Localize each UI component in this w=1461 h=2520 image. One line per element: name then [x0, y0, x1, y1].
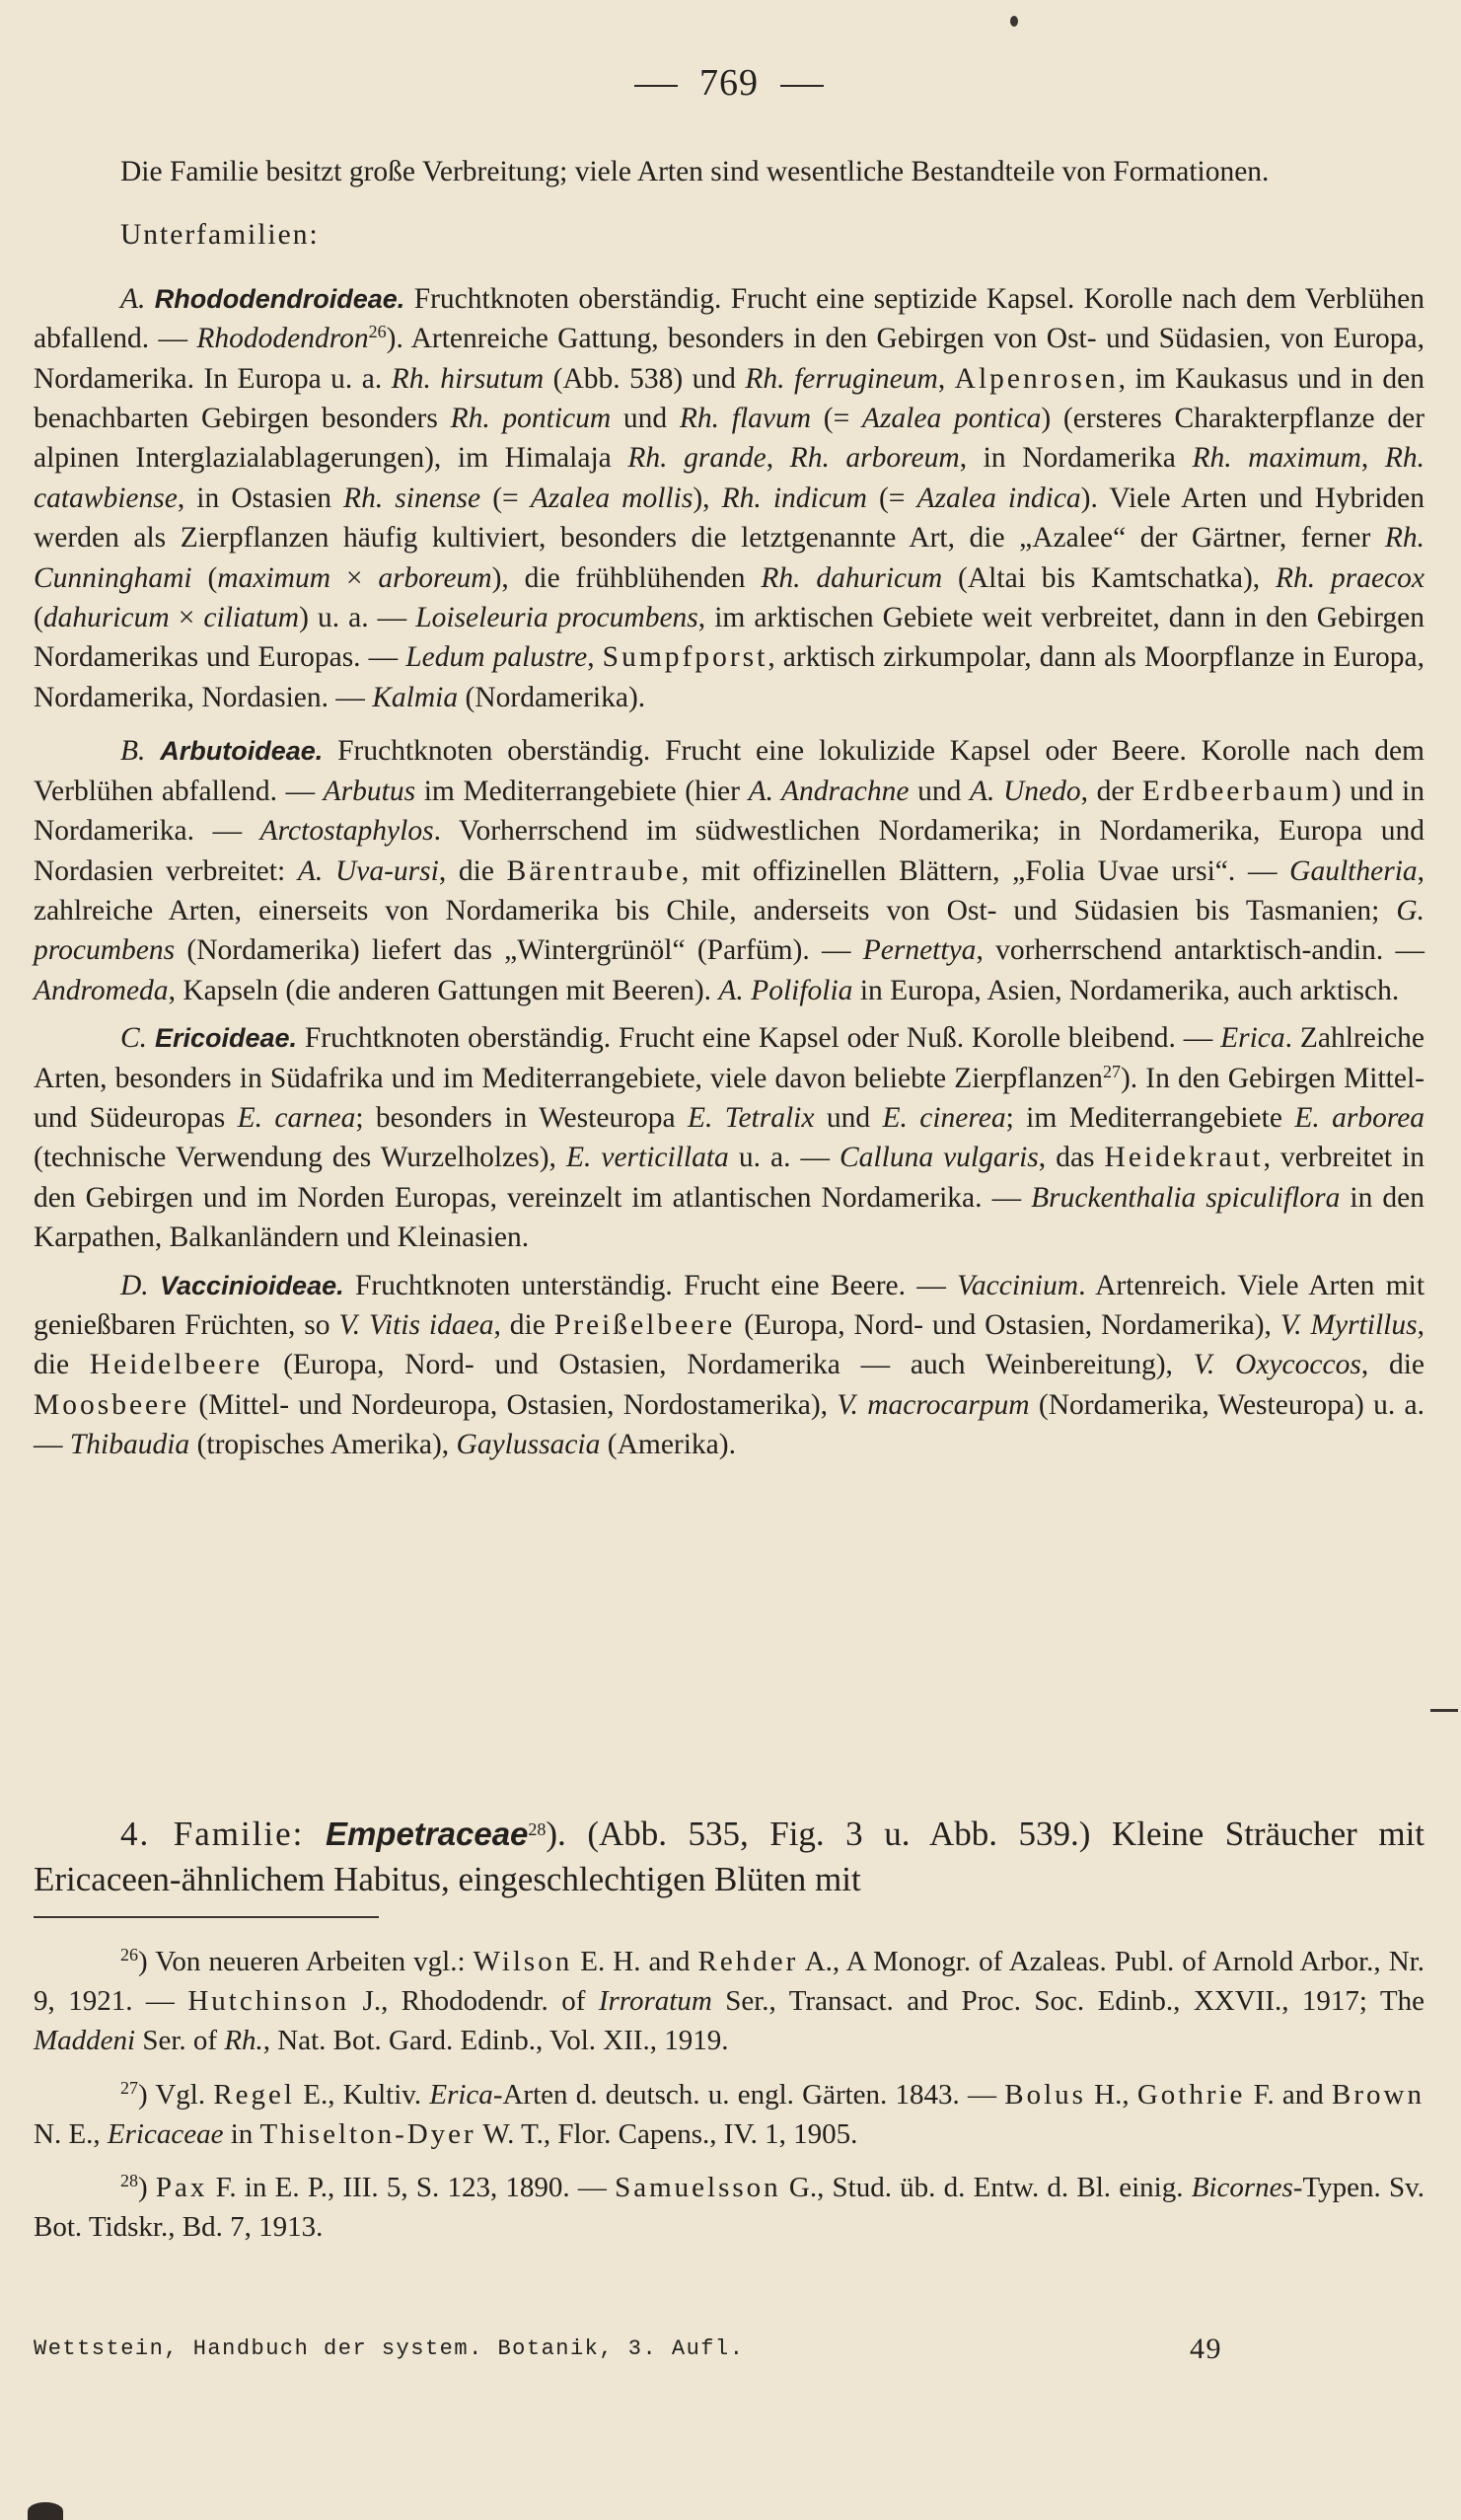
family-prefix: 4. Familie: — [120, 1815, 305, 1853]
subfamily-a-name: Rhododendroideae. — [154, 283, 405, 314]
subfamily-c-name: Ericoideae. — [154, 1023, 298, 1054]
footnote-28 — [34, 2168, 1424, 2247]
family-name: Empetraceae — [325, 1816, 529, 1852]
subfamily-c-text: Fruchtknoten oberständig. Frucht eine Kapsel oder Nuß. Korolle bleibend. — Erica. Zahlreiche Arten, besonders in Südafrika und im Mediterrangebiete, viele davon beliebte Zierpflanzen$^{27}$). In den Gebirgen Mittel- und Südeuropas E. carnea; besonders in Westeuropa E. Tetralix und E. cinerea; im Mediterrangebiete E. arborea (technische Verwendung des Wurzelholzes), E. verticillata u. a. — Calluna vulgaris, das Heidekraut, verbreitet in den Gebirgen und im Norden Europas, vereinzelt im atlantischen Nordamerika. — Bruckenthalia spiculiflora in den Karpathen, Balkanländern und Kleinasien. — [34, 1022, 1425, 1254]
footnote-27 — [34, 2075, 1424, 2154]
header-dash-right — [780, 85, 824, 87]
intro-paragraph: Die Familie besitzt große Verbreitung; viele Arten sind wesentliche Bestandteile von Formationen. — [120, 156, 1270, 187]
subfamilies-heading: Unterfamilien: — [120, 219, 320, 252]
subfamily-a-text: Fruchtknoten oberständig. Frucht eine septizide Kapsel. Korolle nach dem Verblühen abfallend. — Rhododendron$^{26}$). Artenreiche Gattung, besonders in den Gebirgen von Ost- und Südasien, von Europa, Nordamerika. In Europa u. a. Rh. hirsutum (Abb. 538) und Rh. ferrugineum, Alpenrosen, im Kaukasus und in den benachbarten Gebirgen besonders Rh. ponticum und Rh. flavum (= Azalea pontica) (ersteres Charakterpflanze der alpinen Interglazialablagerungen), im Himalaja Rh. grande, Rh. arboreum, in Nordamerika Rh. maximum, Rh. catawbiense, in Ostasien Rh. sinense (= Azalea mollis), Rh. indicum (= Azalea indica). Viele Arten und Hybriden werden als Zierpflanzen häufig kultiviert, besonders die letztgenannte Art, die „Azalee“ der Gärtner, ferner Rh. Cunninghami (maximum × arboreum), die frühblühenden Rh. dahuricum (Altai bis Kamtschatka), Rh. praecox (dahuricum × ciliatum) u. a. — Loiseleuria procumbens, im arktischen Gebiete weit verbreitet, dann in den Gebirgen Nordamerikas und Europas. — Ledum palustre, Sumpfporst, arktisch zirkumpolar, dann als Moorpflanze in Europa, Nordamerika, Nordasien. — Kalmia (Nordamerika). — [34, 282, 1425, 713]
footnote-26 — [34, 1942, 1424, 2061]
main-text — [34, 152, 1424, 1465]
family-text: ). (Abb. 535, Fig. 3 u. Abb. 539.) Kleine Sträucher mit Ericaceen-ähnlichem Habitus, eingeschlechtigen Blüten mit — [34, 1815, 1425, 1898]
subfamily-d-text: Fruchtknoten unterständig. Frucht eine Beere. — Vaccinium. Artenreich. Viele Arten mit genießbaren Früchten, so V. Vitis idaea, die Preißelbeere (Europa, Nord- und Ostasien, Nordamerika), V. Myrtillus, die Heidelbeere (Europa, Nord- und Ostasien, Nordamerika — auch Weinbereitung), V. Oxycoccos, die Moosbeere (Mittel- und Nordeuropa, Ostasien, Nordostamerika), V. macrocarpum (Nordamerika, Westeuropa) u. a. — Thibaudia (tropisches Amerika), Gaylussacia (Amerika). — [34, 1269, 1425, 1461]
footnote-28-number: 28 — [120, 2171, 138, 2191]
family-paragraph — [34, 1812, 1424, 1902]
subfamily-d-name: Vaccinioideae. — [160, 1270, 344, 1300]
footnote-rule — [34, 1916, 379, 1918]
subfamily-c-letter: C. — [120, 1022, 148, 1055]
subfamily-a-letter: A. — [120, 282, 146, 315]
family-ref: 28 — [528, 1819, 547, 1839]
corner-speck — [28, 2502, 63, 2520]
subfamily-c — [34, 1018, 1424, 1257]
subfamily-d-letter: D. — [120, 1269, 149, 1301]
footnotes — [34, 1942, 1424, 2261]
subfamily-b-letter: B. — [120, 735, 146, 768]
footnote-26-text: ) Von neueren Arbeiten vgl.: Wilson E. H. and Rehder A., A Monogr. of Azaleas. Publ. of Arnold Arbor., Nr. 9, 1921. — Hutchinson J., Rhododendr. of Irroratum Ser., Transact. and Proc. Soc. Edinb., XXVII., 1917; The Maddeni Ser. of Rh., Nat. Bot. Gard. Edinb., Vol. XII., 1919. — [34, 1946, 1425, 2057]
footnote-27-number: 27 — [120, 2077, 138, 2098]
footnote-27-text: ) Vgl. Regel E., Kultiv. Erica-Arten d. deutsch. u. engl. Gärten. 1843. — Bolus H., Gothrie F. and Brown N. E., Ericaceae in Thiselton-Dyer W. T., Flor. Capens., IV. 1, 1905. — [34, 2078, 1424, 2150]
margin-mark — [1430, 1709, 1458, 1712]
footer-text: Wettstein, Handbuch der system. Botanik, 3. Aufl. — [34, 2336, 745, 2361]
header-dash-left — [634, 85, 678, 87]
print-speck — [1010, 16, 1018, 27]
subfamily-b-text: Fruchtknoten oberständig. Frucht eine lokulizide Kapsel oder Beere. Korolle nach dem Verblühen abfallend. — Arbutus im Mediterrangebiete (hier A. Andrachne und A. Unedo, der Erdbeerbaum) und in Nordamerika. — Arctostaphylos. Vorherrschend im südwestlichen Nordamerika; in Nordamerika, Europa und Nordasien verbreitet: A. Uva-ursi, die Bärentraube, mit offizinellen Blättern, „Folia Uvae ursi“. — Gaultheria, zahlreiche Arten, einerseits von Nordamerika bis Chile, anderseits von Ost- und Südasien bis Tasmanien; G. procumbens (Nordamerika) liefert das „Wintergrünöl“ (Parfüm). — Pernettya, vorherrschend antarktisch-andin. — Andromeda, Kapseln (die anderen Gattungen mit Beeren). A. Polifolia in Europa, Asien, Nordamerika, auch arktisch. — [34, 735, 1425, 1006]
subfamily-b — [34, 731, 1424, 1010]
signature-number: 49 — [1190, 2333, 1222, 2365]
subfamily-d — [34, 1266, 1424, 1465]
subfamily-b-name: Arbutoideae. — [160, 736, 324, 767]
page-footer — [34, 2333, 1424, 2365]
footnote-28-text: ) Pax F. in E. P., III. 5, S. 123, 1890. — Samuelsson G., Stud. üb. d. Entw. d. Bl. einig. Bicornes-Typen. Sv. Bot. Tidskr., Bd. 7, 1913. — [34, 2172, 1424, 2244]
footnote-26-number: 26 — [120, 1945, 138, 1964]
subfamily-a — [34, 279, 1424, 717]
page-header — [34, 61, 1424, 105]
page-number: 769 — [699, 62, 759, 104]
